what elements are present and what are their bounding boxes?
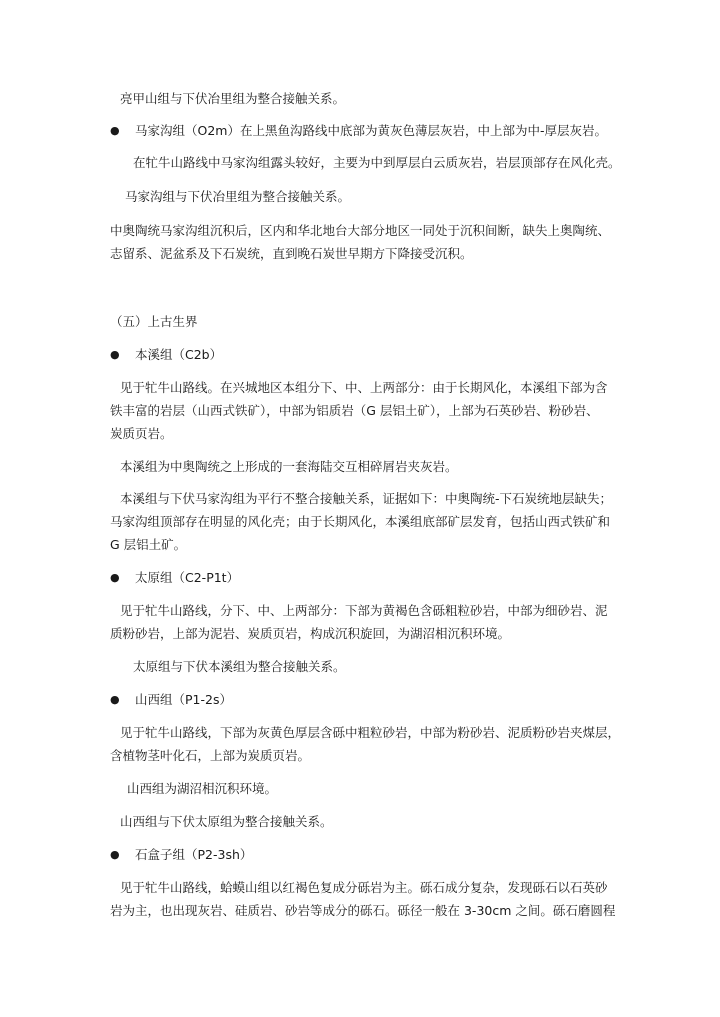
bullet-icon: ● — [110, 848, 120, 861]
bullet-icon: ● — [110, 571, 120, 584]
bullet-icon: ● — [110, 693, 120, 706]
list-item-majiagou: 马家沟组（O2m）在上黑鱼沟路线中底部为黄灰色薄层灰岩，中上部为中-厚层灰岩。 — [135, 123, 607, 138]
paragraph-line: 马家沟组与下伏冶里组为整合接触关系。 — [125, 189, 351, 204]
paragraph-line: 质粉砂岩，上部为泥岩、炭质页岩，构成沉积旋回，为湖沼相沉积环境。 — [110, 626, 511, 641]
bullet-icon: ● — [110, 348, 120, 361]
paragraph-line: 见于牤牛山路线，蛤蟆山组以红褐色复成分砾岩为主。砾石成分复杂，发现砾石以石英砂 — [120, 880, 608, 895]
paragraph-line: 中奥陶统马家沟组沉积后，区内和华北地台大部分地区一同处于沉积间断，缺失上奥陶统、 — [110, 223, 611, 238]
paragraph-line: 亮甲山组与下伏冶里组为整合接触关系。 — [120, 91, 346, 106]
paragraph-line: 含植物茎叶化石，上部为炭质页岩。 — [110, 748, 311, 763]
paragraph-line: 岩为主，也出现灰岩、硅质岩、砂岩等成分的砾石。砾径一般在 3-30cm 之间。砾石磨圆程 — [110, 903, 616, 918]
section-heading: （五）上古生界 — [110, 314, 198, 329]
paragraph-line: 见于牤牛山路线，下部为灰黄色厚层含砾中粗粒砂岩，中部为粉砂岩、泥质粉砂岩夹煤层， — [120, 725, 621, 740]
paragraph-line: 见于牤牛山路线。在兴城地区本组分下、中、上两部分：由于长期风化，本溪组下部为含 — [120, 380, 608, 395]
paragraph-line: 本溪组与下伏马家沟组为平行不整合接触关系，证据如下：中奥陶统-下石炭统地层缺失； — [120, 491, 613, 506]
paragraph-line: 山西组为湖沼相沉积环境。 — [127, 781, 278, 796]
bullet-icon: ● — [110, 124, 120, 137]
paragraph-line: 山西组与下伏太原组为整合接触关系。 — [120, 814, 333, 829]
list-item-shihezi: 石盒子组（P2-3sh） — [135, 847, 253, 862]
list-item-benxi: 本溪组（C2b） — [135, 347, 223, 362]
paragraph-line: 本溪组为中奥陶统之上形成的一套海陆交互相碎屑岩夹灰岩。 — [120, 459, 458, 474]
paragraph-line: 在牤牛山路线中马家沟组露头较好，主要为中到厚层白云质灰岩，岩层顶部存在风化壳。 — [133, 155, 621, 170]
list-item-taiyuan: 太原组（C2-P1t） — [135, 570, 240, 585]
paragraph-line: 铁丰富的岩层（山西式铁矿），中部为铝质岩（G 层铝土矿），上部为石英砂岩、粉砂岩、 — [110, 403, 599, 418]
paragraph-line: 马家沟组顶部存在明显的风化壳；由于长期风化，本溪组底部矿层发育，包括山西式铁矿和 — [110, 514, 611, 529]
paragraph-line: 见于牤牛山路线，分下、中、上两部分：下部为黄褐色含砾粗粒砂岩，中部为细砂岩、泥 — [120, 603, 608, 618]
list-item-shanxi: 山西组（P1-2s） — [135, 692, 232, 707]
paragraph-line: 炭质页岩。 — [110, 426, 173, 441]
paragraph-line: 志留系、泥盆系及下石炭统，直到晚石炭世早期方下降接受沉积。 — [110, 246, 473, 261]
paragraph-line: 太原组与下伏本溪组为整合接触关系。 — [133, 659, 346, 674]
paragraph-line: G 层铝土矿。 — [110, 537, 187, 552]
